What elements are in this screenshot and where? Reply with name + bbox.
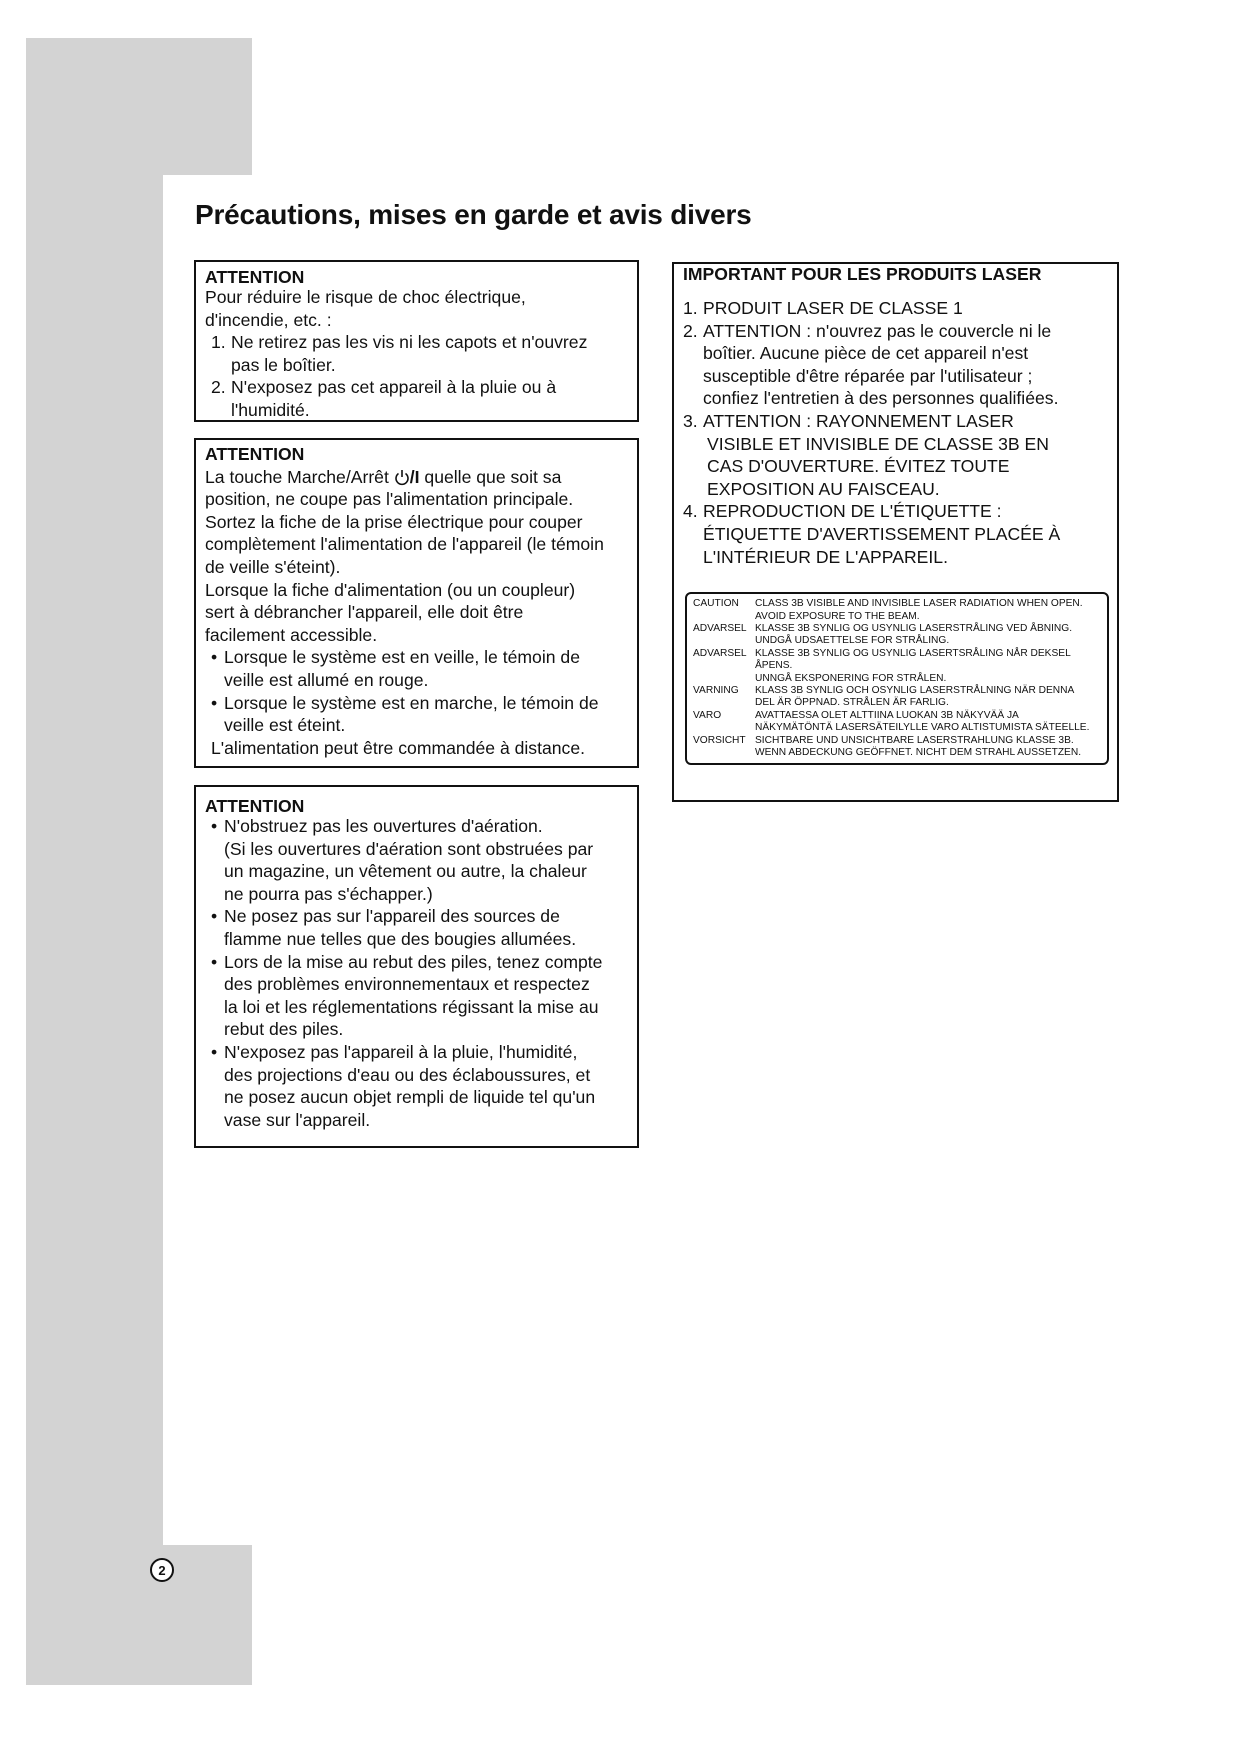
page-title: Précautions, mises en garde et avis divers xyxy=(195,199,752,230)
power-symbol-text: /I xyxy=(409,466,420,487)
item-number: 2. xyxy=(683,320,698,341)
laser-heading: IMPORTANT POUR LES PRODUITS LASER xyxy=(683,264,1042,284)
label-text: KLASS 3B SYNLIG OCH OSYNLIG LASERSTRÅLNING NÄR DENNA xyxy=(755,684,1075,696)
item-text: ne posez aucun objet rempli de liquide tel qu'un xyxy=(224,1087,596,1108)
item-number: 1. xyxy=(683,298,698,318)
text-line: facilement accessible. xyxy=(205,624,378,645)
item-number: 2. xyxy=(211,377,226,398)
item-text: pas le boîtier. xyxy=(231,354,336,375)
label-row xyxy=(693,710,1103,735)
text-line: de veille s'éteint). xyxy=(205,556,341,577)
page-number: 2 xyxy=(150,1558,174,1582)
item-text: Lorsque le système est en marche, le témoin de xyxy=(224,692,599,713)
item-text: des problèmes environnementaux et respectez xyxy=(224,974,590,995)
numbered-item xyxy=(683,320,1111,410)
label-language: VORSICHT xyxy=(693,734,746,746)
attention-box-ventilation xyxy=(194,785,639,1148)
label-text: KLASSE 3B SYNLIG OG USYNLIG LASERTSRÅLING NÅR DEKSEL xyxy=(755,647,1071,659)
item-text: vase sur l'appareil. xyxy=(224,1109,371,1130)
label-row xyxy=(693,648,1103,685)
item-text: boîtier. Aucune pièce de cet appareil n'est xyxy=(703,343,1029,364)
item-text: Ne posez pas sur l'appareil des sources de xyxy=(224,906,560,927)
item-text: Lorsque le système est en veille, le témoin de xyxy=(224,647,580,668)
item-text: rebut des piles. xyxy=(224,1019,344,1040)
item-text: la loi et les réglementations régissant la mise au xyxy=(224,996,599,1017)
laser-products-box xyxy=(672,262,1119,802)
item-text: (Si les ouvertures d'aération sont obstruées par xyxy=(224,838,594,859)
text-line: position, ne coupe pas l'alimentation principale. xyxy=(205,489,574,510)
label-text: CLASS 3B VISIBLE AND INVISIBLE LASER RADIATION WHEN OPEN. xyxy=(755,598,1083,610)
item-text: ATTENTION : RAYONNEMENT LASER xyxy=(703,410,1014,431)
label-text: NÄKYMÄTÖNTÄ LASERSÄTEILYLLE VARO ALTISTUMISTA SÄTEELLE. xyxy=(755,722,1090,734)
bullet-item xyxy=(205,646,631,691)
item-text: N'exposez pas l'appareil à la pluie, l'humidité, xyxy=(224,1041,578,1062)
attention-heading: ATTENTION xyxy=(205,444,305,464)
item-text: un magazine, un vêtement ou autre, la chaleur xyxy=(224,861,587,882)
bullet-icon: • xyxy=(211,816,218,836)
label-row xyxy=(693,598,1103,623)
numbered-item xyxy=(205,376,631,421)
item-text: flamme nue telles que des bougies allumées. xyxy=(224,928,577,949)
bullet-icon: • xyxy=(211,1041,218,1062)
laser-list xyxy=(683,297,1111,568)
item-text: N'obstruez pas les ouvertures d'aération. xyxy=(224,816,543,836)
text-line xyxy=(205,466,631,489)
item-text: Lors de la mise au rebut des piles, tenez compte xyxy=(224,951,603,972)
attention-heading: ATTENTION xyxy=(205,796,305,816)
label-language: VARO xyxy=(693,709,722,721)
label-text: UNDGÅ UDSAETTELSE FOR STRÅLING. xyxy=(755,635,950,647)
text-line: Lorsque la fiche d'alimentation (ou un coupleur) xyxy=(205,579,576,600)
attention-box-electric-shock xyxy=(194,260,639,422)
numbered-item xyxy=(683,410,1111,500)
item-text: confiez l'entretien à des personnes qualifiées. xyxy=(703,388,1059,409)
label-text: AVOID EXPOSURE TO THE BEAM. xyxy=(755,610,920,622)
side-tab-bottom xyxy=(26,1545,252,1685)
bullet-icon: • xyxy=(211,647,218,668)
intro-line: Pour réduire le risque de choc électrique, xyxy=(205,287,526,307)
numbered-item xyxy=(683,297,1111,320)
label-row xyxy=(693,735,1103,760)
closing-line: L'alimentation peut être commandée à distance. xyxy=(211,737,586,758)
item-text: des projections d'eau ou des éclaboussures, et xyxy=(224,1064,591,1085)
item-text: veille est éteint. xyxy=(224,715,346,736)
attention-box-power-switch xyxy=(194,438,639,768)
numbered-item xyxy=(205,331,631,376)
item-text: CAS D'OUVERTURE. ÉVITEZ TOUTE xyxy=(707,456,1010,477)
item-number: 4. xyxy=(683,501,698,522)
item-text: Ne retirez pas les vis ni les capots et n'ouvrez xyxy=(231,332,588,353)
bullet-item xyxy=(205,815,631,905)
bullet-icon: • xyxy=(211,906,218,927)
label-text: ÅPENS. xyxy=(755,660,793,672)
item-text: susceptible d'être réparée par l'utilisateur ; xyxy=(703,365,1033,386)
label-text: SICHTBARE UND UNSICHTBARE LASERSTRAHLUNG KLASSE 3B. xyxy=(755,734,1074,746)
side-tab-band xyxy=(26,175,163,1545)
label-language: ADVARSEL xyxy=(693,647,747,659)
label-language: VARNING xyxy=(693,684,739,696)
item-text: VISIBLE ET INVISIBLE DE CLASSE 3B EN xyxy=(707,433,1049,454)
item-text: L'INTÉRIEUR DE L'APPAREIL. xyxy=(703,546,948,567)
item-text: ÉTIQUETTE D'AVERTISSEMENT PLACÉE À xyxy=(703,523,1061,544)
label-row xyxy=(693,623,1103,648)
power-standby-icon xyxy=(394,468,410,486)
item-text: REPRODUCTION DE L'ÉTIQUETTE : xyxy=(703,501,1002,522)
intro-line: d'incendie, etc. : xyxy=(205,309,332,330)
label-text: DEL ÄR ÖPPNAD. STRÅLEN ÄR FARLIG. xyxy=(755,697,949,709)
bullet-item xyxy=(205,692,631,737)
label-text: UNNGÅ EKSPONERING FOR STRÅLEN. xyxy=(755,672,947,684)
item-number: 3. xyxy=(683,410,698,431)
label-language: CAUTION xyxy=(693,598,739,610)
bullet-icon: • xyxy=(211,692,218,713)
label-language: ADVARSEL xyxy=(693,622,747,634)
item-text: veille est allumé en rouge. xyxy=(224,669,429,690)
label-text: WENN ABDECKUNG GEÖFFNET. NICHT DEM STRAHL AUSSETZEN. xyxy=(755,747,1082,758)
label-text: AVATTAESSA OLET ALTTIINA LUOKAN 3B NÄKYVÄÄ JA xyxy=(755,709,1019,721)
item-text: ne pourra pas s'échapper.) xyxy=(224,883,433,904)
text-line: sert à débrancher l'appareil, elle doit être xyxy=(205,602,524,623)
item-text: l'humidité. xyxy=(231,399,310,420)
text-line: complètement l'alimentation de l'appareil (le témoin xyxy=(205,534,604,555)
laser-warning-label xyxy=(685,592,1109,765)
bullet-item xyxy=(205,951,631,1041)
bullet-icon: • xyxy=(211,951,218,972)
item-text: N'exposez pas cet appareil à la pluie ou à xyxy=(231,377,557,398)
text-fragment: La touche Marche/Arrêt xyxy=(205,466,389,487)
bullet-item xyxy=(205,1041,631,1131)
item-text: ATTENTION : n'ouvrez pas le couvercle ni le xyxy=(703,320,1052,341)
item-text: EXPOSITION AU FAISCEAU. xyxy=(707,478,940,499)
attention-heading: ATTENTION xyxy=(205,267,305,287)
bullet-item xyxy=(205,905,631,950)
side-tab-top xyxy=(26,38,252,175)
label-row xyxy=(693,685,1103,710)
item-number: 1. xyxy=(211,332,226,353)
item-text: PRODUIT LASER DE CLASSE 1 xyxy=(703,298,963,318)
text-fragment: quelle que soit sa xyxy=(424,466,562,487)
numbered-item xyxy=(683,500,1111,568)
label-text: KLASSE 3B SYNLIG OG USYNLIG LASERSTRÅLING VED ÅBNING. xyxy=(755,622,1073,634)
text-line: Sortez la fiche de la prise électrique pour couper xyxy=(205,511,583,532)
